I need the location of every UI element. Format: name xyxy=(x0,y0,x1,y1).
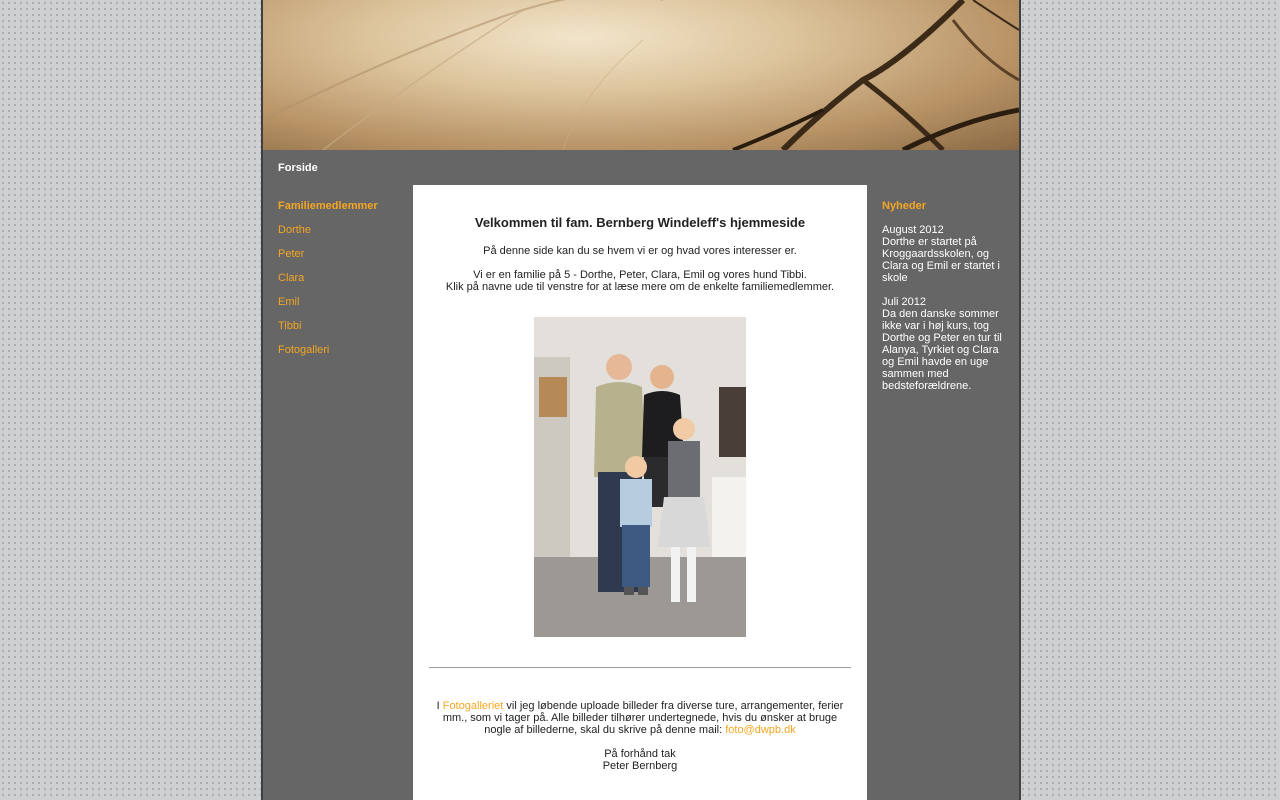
news-date: Juli 2012 xyxy=(882,296,927,308)
main-content xyxy=(413,185,867,800)
news-date: August 2012 xyxy=(882,224,944,236)
news-sidebar xyxy=(882,200,1004,404)
gallery-prefix: I xyxy=(436,700,443,712)
email-link[interactable]: foto@dwpb.dk xyxy=(725,724,796,736)
gallery-link[interactable]: Fotogalleriet xyxy=(442,700,504,712)
thanks-text: På forhånd tak xyxy=(604,748,676,760)
intro-text xyxy=(429,245,851,293)
intro-paragraph-2: Vi er en familie på 5 - Dorthe, Peter, Clara, Emil og vores hund Tibbi. xyxy=(473,269,807,281)
nav-item-dorthe[interactable]: Dorthe xyxy=(278,224,312,236)
news-heading[interactable]: Nyheder xyxy=(882,200,927,212)
page-container xyxy=(261,0,1021,800)
nav-item-clara[interactable]: Clara xyxy=(278,272,305,284)
nav-home-link[interactable]: Forside xyxy=(278,162,318,174)
left-sidebar-nav xyxy=(278,200,408,368)
gallery-note xyxy=(429,700,851,772)
news-item xyxy=(882,224,1004,284)
news-text: Dorthe er startet på Kroggaardsskolen, og Clara og Emil er startet i skole xyxy=(882,236,1000,284)
gallery-paragraph xyxy=(429,700,851,736)
gallery-text: vil jeg løbende uploade billeder fra diverse ture, arrangementer, ferier mm., som vi tager på. Alle billeder tilhører undertegnede, hvis du ønsker at bruge nogle af billederne, skal du skrive på denne mail: xyxy=(442,700,844,736)
nav-item-peter[interactable]: Peter xyxy=(278,248,305,260)
nav-item-fotogalleri[interactable]: Fotogalleri xyxy=(278,344,330,356)
news-text: Da den danske sommer ikke var i høj kurs, tog Dorthe og Peter en tur til Alanya, Tyrkiet og Clara og Emil havde en uge sammen med bedsteforældrene. xyxy=(882,308,1002,392)
nav-item-emil[interactable]: Emil xyxy=(278,296,300,308)
signature-text: Peter Bernberg xyxy=(602,760,678,772)
nav-item-tibbi[interactable]: Tibbi xyxy=(278,320,302,332)
intro-paragraph-1: På denne side kan du se hvem vi er og hvad vores interesser er. xyxy=(483,245,797,257)
content-divider xyxy=(429,667,851,668)
news-item xyxy=(882,296,1004,392)
page-title: Velkommen til fam. Bernberg Windeleff's hjemmeside xyxy=(474,215,806,230)
header-banner-image xyxy=(263,0,1019,150)
family-members-heading[interactable]: Familiemedlemmer xyxy=(278,200,378,212)
intro-paragraph-3: Klik på navne ude til venstre for at læse mere om de enkelte familiemedlemmer. xyxy=(445,281,835,293)
family-photo xyxy=(534,317,746,637)
